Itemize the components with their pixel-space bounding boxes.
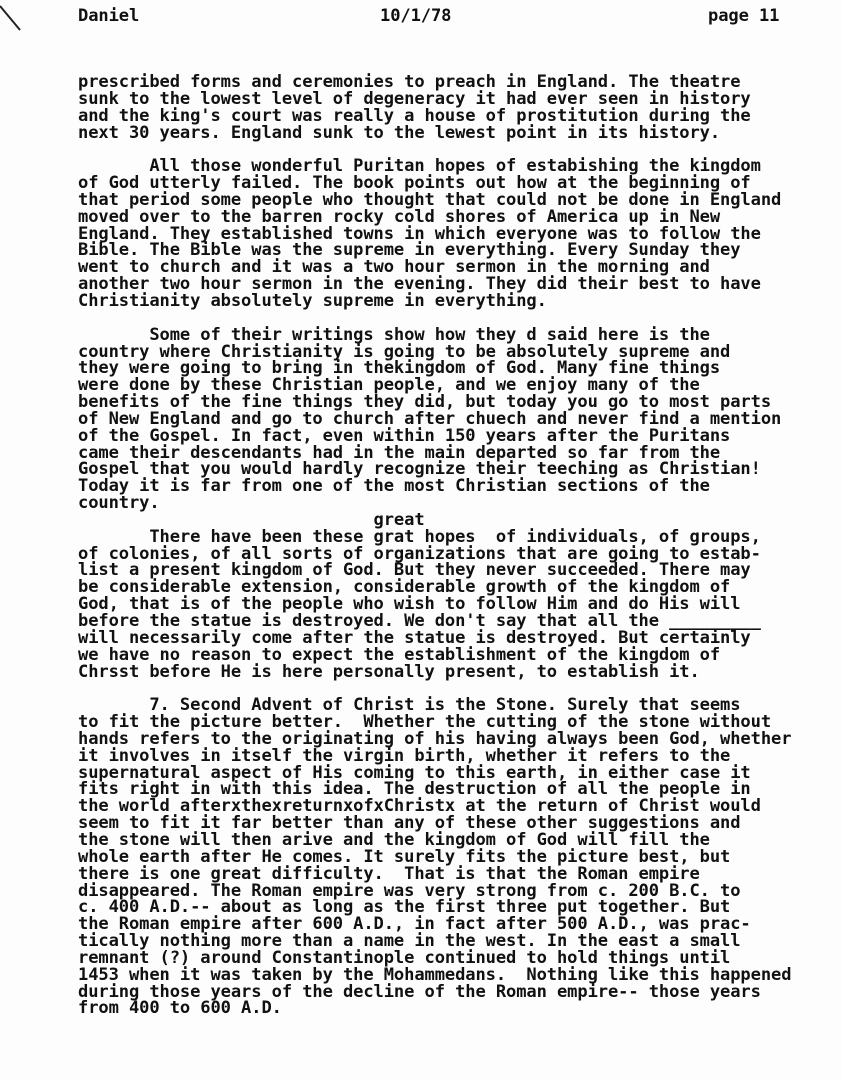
text-line: Bible. The Bible was the supreme in everything. Every Sunday they [78, 240, 741, 261]
text-line: hands refers to the originating of his having always been God, whether [78, 728, 792, 749]
text-line: England. They established towns in which everyone was to follow the [78, 223, 761, 244]
text-line: fits right in with this idea. The destruction of all the people in [78, 779, 751, 800]
text-line: and the king's court was really a house of prostitution during the [78, 105, 751, 126]
text-line: the Roman empire after 600 A.D., in fact after 500 A.D., was prac- [78, 914, 751, 935]
text-line: were done by these Christian people, and we enjoy many of the [78, 375, 700, 396]
text-line: went to church and it was a two hour sermon in the morning and [78, 257, 710, 278]
text-line: 7. Second Advent of Christ is the Stone. Surely that seems [78, 695, 741, 716]
text-line: we have no reason to expect the establishment of the kingdom of [78, 644, 721, 665]
text-line: of the Gospel. In fact, even within 150 years after the Puritans [78, 425, 731, 446]
text-line: Some of their writings show how they d said here is the [78, 324, 710, 345]
header-date: 10/1/78 [380, 6, 452, 26]
text-line: before the statue is destroyed. We don't say that all the _________ [78, 611, 761, 631]
text-line: during those years of the decline of the Roman empire-- those years [78, 981, 761, 1002]
text-line: be considerable extension, considerable growth of the kingdom of [78, 577, 731, 598]
page-corner-mark [0, 0, 40, 40]
text-line: they were going to bring in thekingdom of God. Many fine things [78, 358, 721, 379]
text-line: that period some people who thought that could not be done in England [78, 189, 782, 210]
text-line: of New England and go to church after chuech and never find a mention [78, 408, 782, 429]
text-line: Gospel that you would hardly recognize their teeching as Christian! [78, 459, 761, 480]
text-line: Today it is far from one of the most Christian sections of the [78, 476, 710, 497]
text-line: 1453 when it was taken by the Mohammedans. Nothing like this happened [78, 964, 792, 985]
text-line: Chrsst before He is here personally present, to establish it. [78, 661, 700, 682]
text-line: supernatural aspect of His coming to this earth, in either case it [78, 762, 751, 783]
text-line: will necessarily come after the statue is destroyed. But certainly [78, 627, 751, 648]
text-line: of colonies, of all sorts of organizations that are going to estab- [78, 543, 761, 564]
text-line: country where Christianity is going to be absolutely supreme and [78, 341, 731, 362]
text-line: came their descendants had in the main departed so far from the [78, 442, 721, 463]
text-line: from 400 to 600 A.D. [78, 998, 282, 1019]
text-line: of God utterly failed. The book points out how at the beginning of [78, 173, 751, 194]
header-page-number: page 11 [708, 6, 780, 26]
text-line: All those wonderful Puritan hopes of estabishing the kingdom [78, 156, 761, 177]
text-line: there is one great difficulty. That is that the Roman empire [78, 863, 700, 884]
text-line: c. 400 A.D.-- about as long as the first three put together. But [78, 897, 731, 918]
text-line: another two hour sermon in the evening. They did their best to have [78, 274, 761, 295]
document-body [78, 74, 818, 1017]
text-line: Christianity absolutely supreme in everything. [78, 290, 547, 311]
text-line: great [78, 509, 425, 530]
text-line: seem to fit it far better than any of these other suggestions and [78, 813, 741, 834]
text-line: list a present kingdom of God. But they never succeeded. There may [78, 560, 751, 581]
text-line: disappeared. The Roman empire was very strong from c. 200 B.C. to [78, 880, 741, 901]
text-line: sunk to the lowest level of degeneracy it had ever seen in history [78, 88, 751, 109]
header-title: Daniel [78, 6, 140, 26]
text-line: benefits of the fine things they did, but today you go to most parts [78, 392, 772, 413]
text-line: There have been these grat hopes of individuals, of groups, [78, 526, 761, 547]
text-line: prescribed forms and ceremonies to preach in England. The theatre [78, 72, 741, 92]
text-line: God, that is of the people who wish to follow Him and do His will [78, 594, 741, 615]
text-line: it involves in itself the virgin birth, whether it refers to the [78, 745, 731, 766]
text-line: the world afterxthexreturnxofxChristx at the return of Christ would [78, 796, 761, 817]
text-line: next 30 years. England sunk to the lewest point in its history. [78, 122, 721, 143]
text-line: country. [78, 493, 160, 514]
text-line: the stone will then arive and the kingdom of God will fill the [78, 829, 710, 850]
text-line: whole earth after He comes. It surely fits the picture best, but [78, 846, 731, 867]
text-line: moved over to the barren rocky cold shores of America up in New [78, 206, 721, 227]
text-line: tically nothing more than a name in the west. In the east a small [78, 931, 741, 952]
text-line: remnant (?) around Constantinople continued to hold things until [78, 947, 731, 968]
text-line: to fit the picture better. Whether the cutting of the stone without [78, 712, 772, 733]
